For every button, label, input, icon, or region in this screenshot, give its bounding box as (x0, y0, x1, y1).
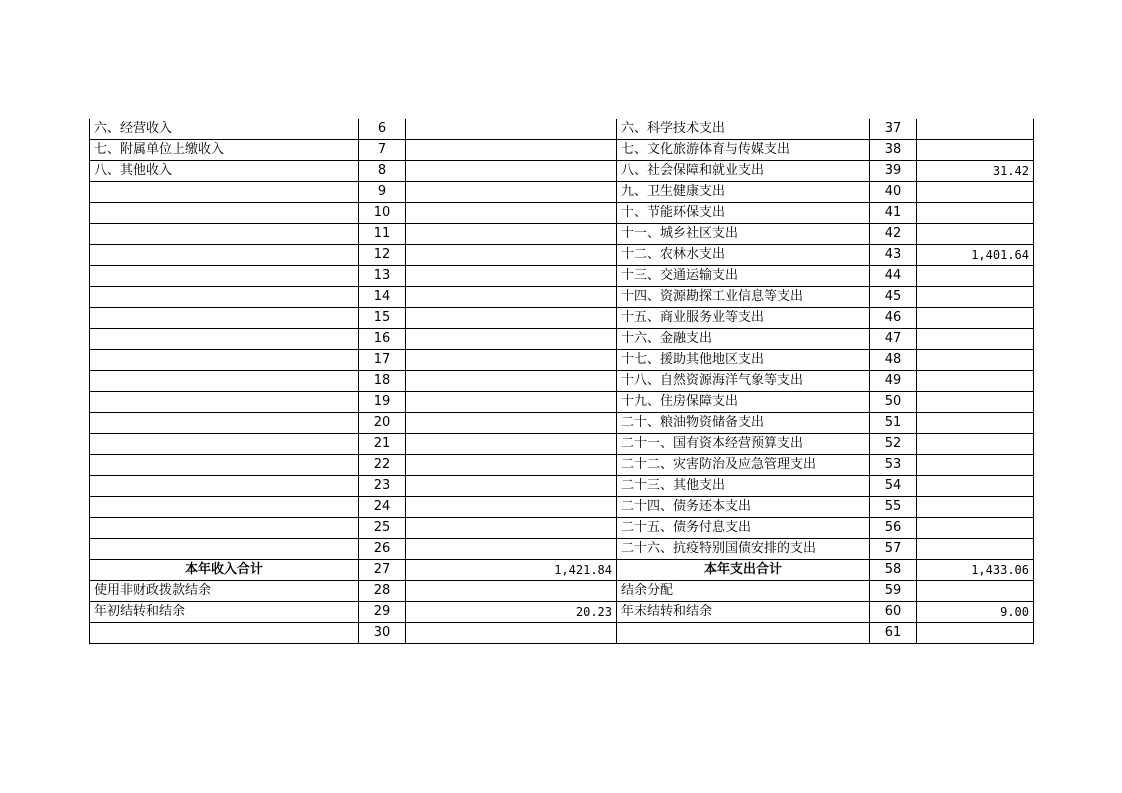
expense-amount-cell (917, 203, 1034, 224)
income-amount-cell (406, 350, 617, 371)
expense-item-cell: 二十六、抗疫特别国债安排的支出 (617, 539, 870, 560)
expense-amount-cell (917, 434, 1034, 455)
income-amount-cell (406, 287, 617, 308)
income-line-cell: 15 (359, 308, 406, 329)
income-item-cell (90, 518, 359, 539)
income-line-cell: 12 (359, 245, 406, 266)
expense-line-cell: 43 (870, 245, 917, 266)
expense-amount-cell (917, 329, 1034, 350)
table-row (90, 497, 1034, 518)
expense-item-cell: 二十、粮油物资储备支出 (617, 413, 870, 434)
expense-amount-cell (917, 119, 1034, 140)
expense-amount-cell (917, 371, 1034, 392)
table-row (90, 602, 1034, 623)
income-line-cell: 17 (359, 350, 406, 371)
income-item-cell: 使用非财政拨款结余 (90, 581, 359, 602)
expense-line-cell: 50 (870, 392, 917, 413)
income-item-cell (90, 413, 359, 434)
table-row (90, 518, 1034, 539)
income-line-cell: 26 (359, 539, 406, 560)
expense-line-cell: 60 (870, 602, 917, 623)
income-item-cell (90, 455, 359, 476)
income-amount-cell (406, 329, 617, 350)
income-item-cell: 八、其他收入 (90, 161, 359, 182)
income-amount-cell (406, 539, 617, 560)
income-item-cell (90, 392, 359, 413)
expense-item-cell: 十七、援助其他地区支出 (617, 350, 870, 371)
income-item-cell (90, 245, 359, 266)
expense-line-cell: 52 (870, 434, 917, 455)
income-amount-cell (406, 182, 617, 203)
income-amount-cell (406, 476, 617, 497)
income-item-cell (90, 287, 359, 308)
expense-item-cell: 十五、商业服务业等支出 (617, 308, 870, 329)
table-row (90, 623, 1034, 644)
expense-line-cell: 54 (870, 476, 917, 497)
income-item-cell (90, 350, 359, 371)
expense-line-cell: 48 (870, 350, 917, 371)
income-item-cell (90, 434, 359, 455)
expense-item-cell: 十八、自然资源海洋气象等支出 (617, 371, 870, 392)
expense-item-cell: 六、科学技术支出 (617, 119, 870, 140)
table-row (90, 182, 1034, 203)
table-row (90, 329, 1034, 350)
income-amount-cell: 1,421.84 (406, 560, 617, 581)
income-line-cell: 21 (359, 434, 406, 455)
expense-line-cell: 39 (870, 161, 917, 182)
expense-amount-cell (917, 413, 1034, 434)
income-amount-cell (406, 581, 617, 602)
total-row (90, 560, 1034, 581)
expense-amount-cell (917, 287, 1034, 308)
table-row (90, 308, 1034, 329)
expense-line-cell: 61 (870, 623, 917, 644)
expense-amount-cell: 1,401.64 (917, 245, 1034, 266)
expense-item-cell: 二十四、债务还本支出 (617, 497, 870, 518)
income-amount-cell (406, 266, 617, 287)
income-item-cell (90, 371, 359, 392)
income-item-cell: 六、经营收入 (90, 119, 359, 140)
table-row (90, 287, 1034, 308)
income-item-cell (90, 497, 359, 518)
expense-item-cell: 二十三、其他支出 (617, 476, 870, 497)
expense-item-cell: 十九、住房保障支出 (617, 392, 870, 413)
expense-amount-cell: 9.00 (917, 602, 1034, 623)
expense-amount-cell (917, 455, 1034, 476)
expense-amount-cell (917, 392, 1034, 413)
income-line-cell: 7 (359, 140, 406, 161)
income-item-cell: 本年收入合计 (90, 560, 359, 581)
income-line-cell: 29 (359, 602, 406, 623)
income-amount-cell (406, 140, 617, 161)
expense-item-cell: 十三、交通运输支出 (617, 266, 870, 287)
expense-amount-cell (917, 476, 1034, 497)
expense-item-cell: 二十一、国有资本经营预算支出 (617, 434, 870, 455)
income-item-cell (90, 203, 359, 224)
expense-line-cell: 40 (870, 182, 917, 203)
expense-amount-cell (917, 308, 1034, 329)
income-line-cell: 8 (359, 161, 406, 182)
expense-amount-cell (917, 497, 1034, 518)
income-line-cell: 28 (359, 581, 406, 602)
income-amount-cell (406, 392, 617, 413)
income-item-cell (90, 623, 359, 644)
income-line-cell: 10 (359, 203, 406, 224)
expense-amount-cell (917, 224, 1034, 245)
income-item-cell (90, 266, 359, 287)
expense-item-cell: 十、节能环保支出 (617, 203, 870, 224)
expense-line-cell: 49 (870, 371, 917, 392)
expense-line-cell: 58 (870, 560, 917, 581)
expense-item-cell: 二十五、债务付息支出 (617, 518, 870, 539)
table-row (90, 392, 1034, 413)
expense-item-cell: 年末结转和结余 (617, 602, 870, 623)
income-line-cell: 20 (359, 413, 406, 434)
income-amount-cell (406, 245, 617, 266)
expense-line-cell: 53 (870, 455, 917, 476)
expense-amount-cell (917, 140, 1034, 161)
expense-line-cell: 47 (870, 329, 917, 350)
income-line-cell: 14 (359, 287, 406, 308)
expense-line-cell: 45 (870, 287, 917, 308)
expense-line-cell: 38 (870, 140, 917, 161)
expense-item-cell: 二十二、灾害防治及应急管理支出 (617, 455, 870, 476)
income-item-cell (90, 329, 359, 350)
table-row (90, 581, 1034, 602)
income-item-cell (90, 308, 359, 329)
expense-line-cell: 44 (870, 266, 917, 287)
table-row (90, 371, 1034, 392)
table-row (90, 161, 1034, 182)
expense-amount-cell (917, 182, 1034, 203)
income-amount-cell (406, 455, 617, 476)
income-amount-cell (406, 224, 617, 245)
income-item-cell: 年初结转和结余 (90, 602, 359, 623)
income-line-cell: 11 (359, 224, 406, 245)
expense-amount-cell: 1,433.06 (917, 560, 1034, 581)
income-line-cell: 22 (359, 455, 406, 476)
expense-item-cell: 十二、农林水支出 (617, 245, 870, 266)
income-item-cell: 七、附属单位上缴收入 (90, 140, 359, 161)
income-line-cell: 19 (359, 392, 406, 413)
income-line-cell: 23 (359, 476, 406, 497)
income-amount-cell (406, 497, 617, 518)
income-line-cell: 18 (359, 371, 406, 392)
income-amount-cell (406, 308, 617, 329)
expense-amount-cell: 31.42 (917, 161, 1034, 182)
income-amount-cell (406, 203, 617, 224)
expense-amount-cell (917, 266, 1034, 287)
table-row (90, 266, 1034, 287)
expense-amount-cell (917, 539, 1034, 560)
expense-item-cell: 九、卫生健康支出 (617, 182, 870, 203)
finance-table (89, 119, 1034, 644)
expense-item-cell: 本年支出合计 (617, 560, 870, 581)
income-line-cell: 25 (359, 518, 406, 539)
finance-table-body (90, 119, 1034, 644)
table-row (90, 455, 1034, 476)
expense-line-cell: 37 (870, 119, 917, 140)
expense-item-cell: 七、文化旅游体育与传媒支出 (617, 140, 870, 161)
income-item-cell (90, 182, 359, 203)
income-line-cell: 6 (359, 119, 406, 140)
income-amount-cell (406, 161, 617, 182)
income-line-cell: 24 (359, 497, 406, 518)
income-amount-cell (406, 119, 617, 140)
expense-line-cell: 42 (870, 224, 917, 245)
expense-line-cell: 41 (870, 203, 917, 224)
table-row (90, 140, 1034, 161)
table-row (90, 203, 1034, 224)
expense-item-cell: 十一、城乡社区支出 (617, 224, 870, 245)
income-line-cell: 13 (359, 266, 406, 287)
expense-amount-cell (917, 350, 1034, 371)
expense-item-cell (617, 623, 870, 644)
income-item-cell (90, 539, 359, 560)
table-row (90, 245, 1034, 266)
expense-item-cell: 八、社会保障和就业支出 (617, 161, 870, 182)
expense-line-cell: 56 (870, 518, 917, 539)
income-line-cell: 30 (359, 623, 406, 644)
expense-line-cell: 51 (870, 413, 917, 434)
expense-amount-cell (917, 623, 1034, 644)
table-row (90, 413, 1034, 434)
expense-amount-cell (917, 518, 1034, 539)
expense-item-cell: 十四、资源勘探工业信息等支出 (617, 287, 870, 308)
expense-line-cell: 55 (870, 497, 917, 518)
income-item-cell (90, 224, 359, 245)
expense-item-cell: 结余分配 (617, 581, 870, 602)
table-row (90, 434, 1034, 455)
income-amount-cell (406, 518, 617, 539)
table-row (90, 224, 1034, 245)
income-line-cell: 27 (359, 560, 406, 581)
income-amount-cell (406, 413, 617, 434)
income-item-cell (90, 476, 359, 497)
table-row (90, 119, 1034, 140)
expense-amount-cell (917, 581, 1034, 602)
expense-line-cell: 57 (870, 539, 917, 560)
expense-item-cell: 十六、金融支出 (617, 329, 870, 350)
income-line-cell: 9 (359, 182, 406, 203)
table-row (90, 476, 1034, 497)
income-amount-cell (406, 623, 617, 644)
table-row (90, 350, 1034, 371)
income-amount-cell: 20.23 (406, 602, 617, 623)
income-amount-cell (406, 371, 617, 392)
table-row (90, 539, 1034, 560)
expense-line-cell: 46 (870, 308, 917, 329)
expense-line-cell: 59 (870, 581, 917, 602)
income-line-cell: 16 (359, 329, 406, 350)
income-amount-cell (406, 434, 617, 455)
